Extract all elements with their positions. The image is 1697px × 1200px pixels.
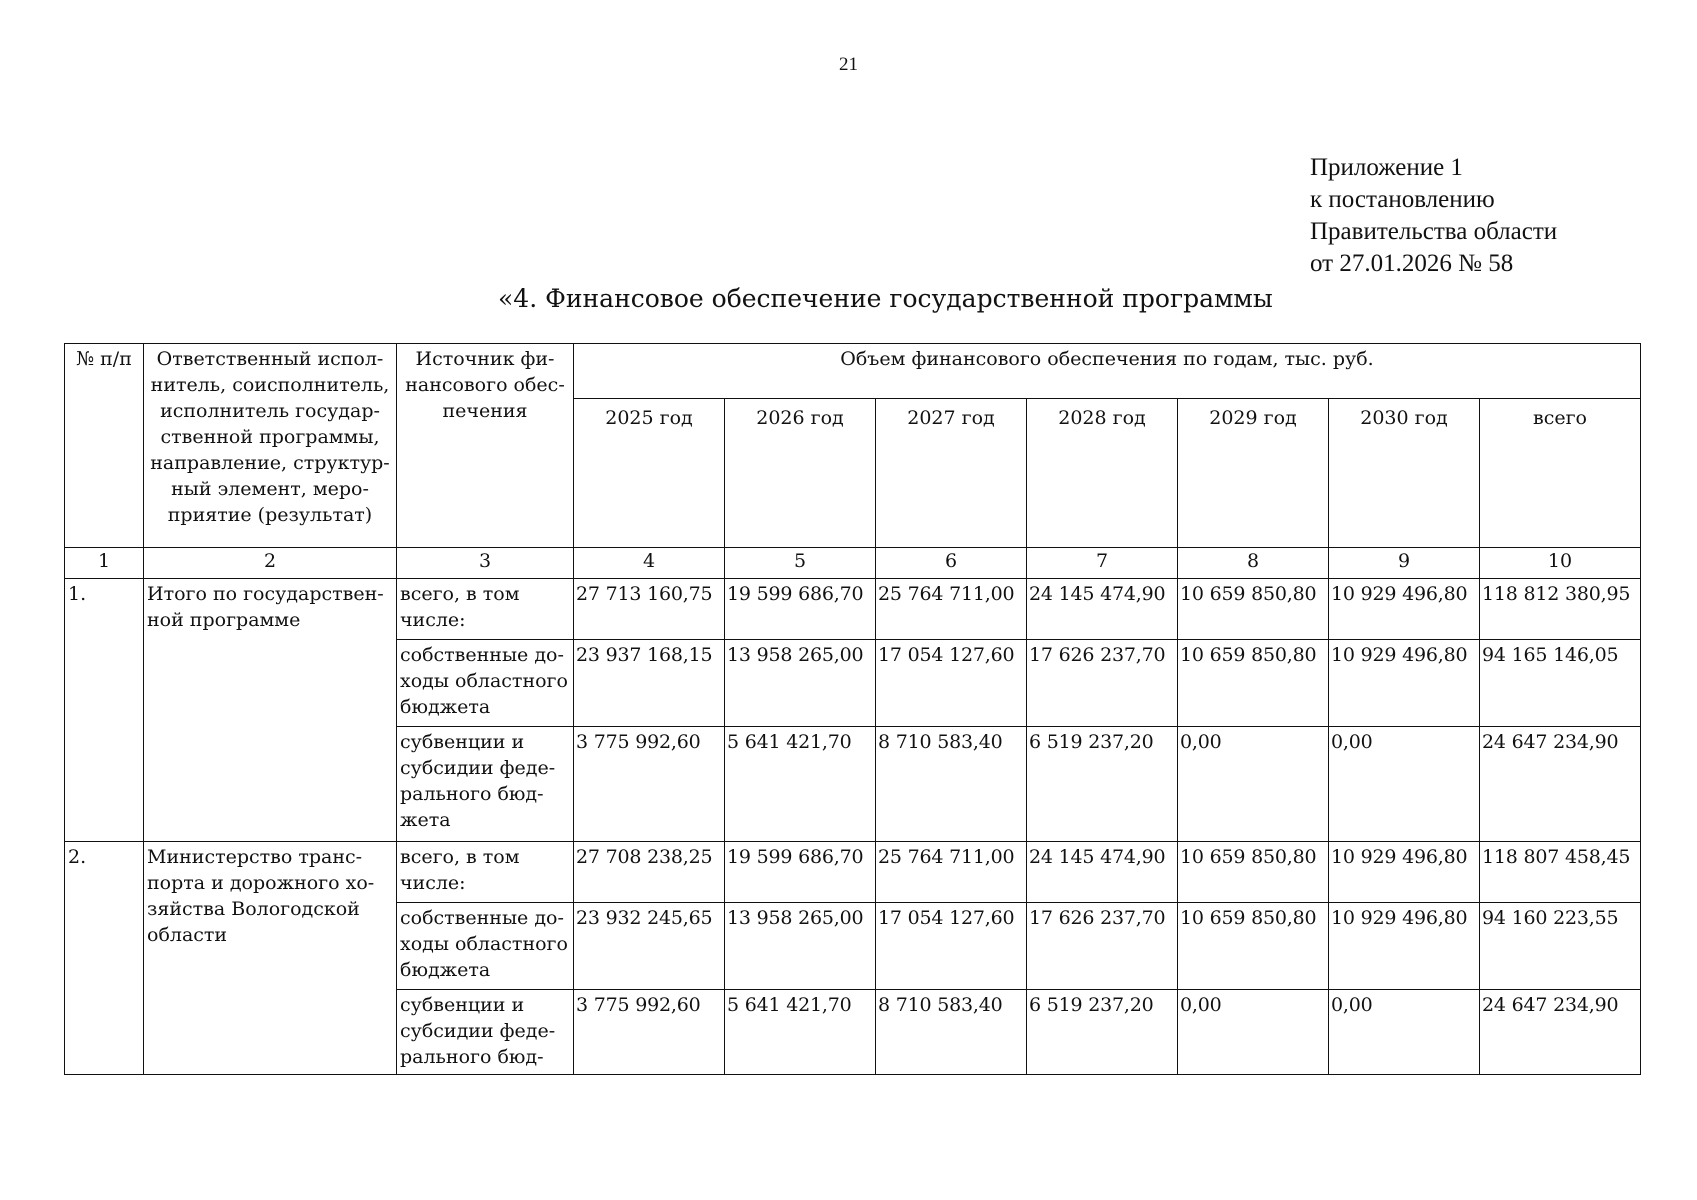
page-number: 21	[839, 54, 858, 75]
column-index: 8	[1178, 548, 1329, 579]
appendix-block	[1310, 152, 1557, 280]
value-cell-total: 118 812 380,95	[1480, 579, 1641, 640]
header-year: 2026 год	[725, 399, 876, 548]
value-cell: 24 145 474,90	[1027, 842, 1178, 903]
value-cell: 10 929 496,80	[1329, 579, 1480, 640]
value-cell: 10 659 850,80	[1178, 842, 1329, 903]
value-cell: 8 710 583,40	[876, 990, 1027, 1075]
value-cell: 0,00	[1178, 990, 1329, 1075]
row-number: 2.	[65, 842, 144, 1075]
column-index: 7	[1027, 548, 1178, 579]
value-cell: 19 599 686,70	[725, 842, 876, 903]
value-cell: 10 929 496,80	[1329, 640, 1480, 727]
row-source: собственные до-ходы областного бюджета	[397, 640, 574, 727]
column-index: 9	[1329, 548, 1480, 579]
header-source: Источник фи-нансового обес-печения	[397, 344, 574, 548]
table-row	[65, 579, 1641, 640]
appendix-line-3: Правительства области	[1310, 218, 1558, 245]
value-cell-total: 94 160 223,55	[1480, 903, 1641, 990]
row-number: 1.	[65, 579, 144, 842]
value-cell: 27 713 160,75	[574, 579, 725, 640]
column-index: 6	[876, 548, 1027, 579]
value-cell: 6 519 237,20	[1027, 990, 1178, 1075]
value-cell: 10 929 496,80	[1329, 903, 1480, 990]
value-cell: 25 764 711,00	[876, 579, 1027, 640]
value-cell: 5 641 421,70	[725, 727, 876, 842]
value-cell: 0,00	[1329, 727, 1480, 842]
header-year: 2028 год	[1027, 399, 1178, 548]
row-source: всего, в том числе:	[397, 842, 574, 903]
value-cell: 23 937 168,15	[574, 640, 725, 727]
header-year: 2027 год	[876, 399, 1027, 548]
value-cell: 3 775 992,60	[574, 727, 725, 842]
section-title: «4. Финансовое обеспечение государственной программы	[498, 284, 1273, 313]
appendix-line-1: Приложение 1	[1310, 154, 1463, 181]
value-cell-total: 118 807 458,45	[1480, 842, 1641, 903]
value-cell-total: 94 165 146,05	[1480, 640, 1641, 727]
value-cell: 5 641 421,70	[725, 990, 876, 1075]
row-source: субвенции и субсидии феде-рального бюд-	[397, 990, 574, 1075]
row-executor: Итого по государствен-ной программе	[144, 579, 397, 842]
value-cell: 10 659 850,80	[1178, 579, 1329, 640]
column-index: 10	[1480, 548, 1641, 579]
value-cell: 8 710 583,40	[876, 727, 1027, 842]
value-cell: 13 958 265,00	[725, 903, 876, 990]
row-source: собственные до-ходы областного бюджета	[397, 903, 574, 990]
value-cell: 10 659 850,80	[1178, 903, 1329, 990]
row-source: субвенции и субсидии феде-рального бюд-жета	[397, 727, 574, 842]
financing-table	[64, 343, 1641, 1075]
header-row-top	[65, 344, 1641, 399]
value-cell: 17 054 127,60	[876, 903, 1027, 990]
column-index: 4	[574, 548, 725, 579]
value-cell-total: 24 647 234,90	[1480, 990, 1641, 1075]
appendix-line-4: от 27.01.2026 № 58	[1310, 250, 1514, 277]
value-cell: 23 932 245,65	[574, 903, 725, 990]
value-cell: 27 708 238,25	[574, 842, 725, 903]
header-volume: Объем финансового обеспечения по годам, тыс. руб.	[574, 344, 1641, 399]
value-cell: 10 929 496,80	[1329, 842, 1480, 903]
header-year: 2030 год	[1329, 399, 1480, 548]
column-index-row	[65, 548, 1641, 579]
header-total: всего	[1480, 399, 1641, 548]
column-index: 3	[397, 548, 574, 579]
value-cell: 25 764 711,00	[876, 842, 1027, 903]
value-cell: 24 145 474,90	[1027, 579, 1178, 640]
value-cell: 0,00	[1178, 727, 1329, 842]
column-index: 1	[65, 548, 144, 579]
header-year: 2025 год	[574, 399, 725, 548]
value-cell-total: 24 647 234,90	[1480, 727, 1641, 842]
row-source: всего, в том числе:	[397, 579, 574, 640]
value-cell: 17 626 237,70	[1027, 903, 1178, 990]
value-cell: 10 659 850,80	[1178, 640, 1329, 727]
appendix-line-2: к постановлению	[1310, 186, 1495, 213]
header-num: № п/п	[65, 344, 144, 548]
header-year: 2029 год	[1178, 399, 1329, 548]
column-index: 5	[725, 548, 876, 579]
value-cell: 13 958 265,00	[725, 640, 876, 727]
value-cell: 3 775 992,60	[574, 990, 725, 1075]
value-cell: 19 599 686,70	[725, 579, 876, 640]
row-executor: Министерство транс-порта и дорожного хо-зяйства Вологодской области	[144, 842, 397, 1075]
column-index: 2	[144, 548, 397, 579]
value-cell: 6 519 237,20	[1027, 727, 1178, 842]
value-cell: 0,00	[1329, 990, 1480, 1075]
header-executor: Ответственный испол-нитель, соисполнитель, исполнитель государ-ственной программы, направление, структур-ный элемент, меро-приятие (результат)	[144, 344, 397, 548]
value-cell: 17 626 237,70	[1027, 640, 1178, 727]
table-row	[65, 842, 1641, 903]
value-cell: 17 054 127,60	[876, 640, 1027, 727]
